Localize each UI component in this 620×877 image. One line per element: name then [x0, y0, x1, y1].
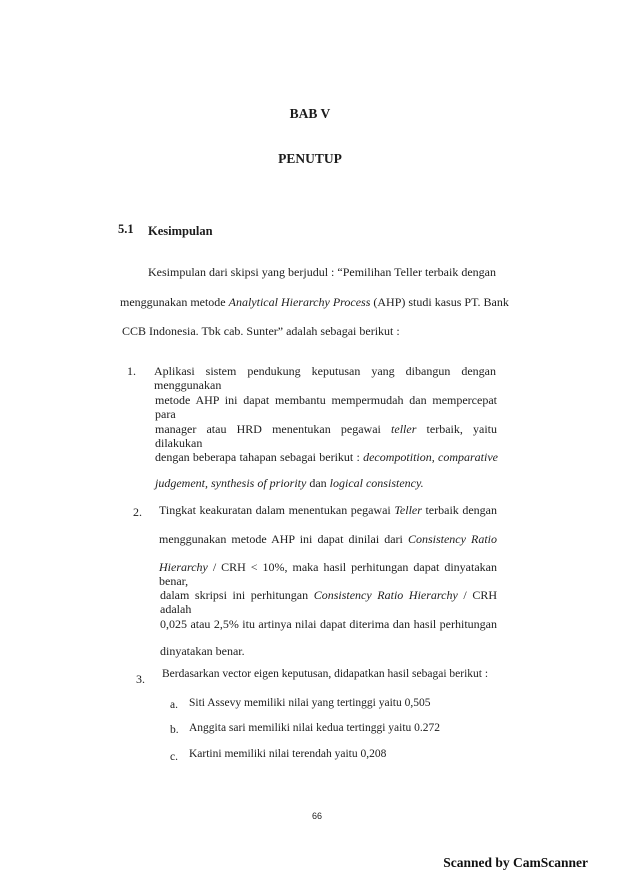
- chapter-heading: BAB V: [289, 106, 331, 121]
- item-2-line-2: menggunakan metode AHP ini dapat dinilai dari Consistency Ratio: [159, 532, 497, 546]
- item-2-line-4: dalam skripsi ini perhitungan Consistency Ratio Hierarchy / CRH adalah: [160, 588, 497, 616]
- subitem-b-label: b.: [170, 724, 179, 736]
- chapter-title: PENUTUP: [278, 151, 342, 166]
- item-1-number: 1.: [127, 364, 136, 378]
- subitem-a-label: a.: [170, 699, 178, 711]
- item-3-line-1: Berdasarkan vector eigen keputusan, didapatkan hasil sebagai berikut :: [162, 668, 489, 680]
- scanner-watermark: Scanned by CamScanner: [443, 855, 588, 870]
- section-title: Kesimpulan: [148, 224, 213, 238]
- item-2-line-5: 0,025 atau 2,5% itu artinya nilai dapat diterima dan hasil perhitungan: [160, 617, 497, 631]
- item-3-number: 3.: [136, 672, 145, 686]
- section-number: 5.1: [118, 222, 134, 236]
- intro-line-2: menggunakan metode Analytical Hierarchy Process (AHP) studi kasus PT. Bank: [120, 295, 509, 309]
- intro-line-1: Kesimpulan dari skipsi yang berjudul : “Pemilihan Teller terbaik dengan: [148, 265, 496, 279]
- item-1-line-1: Aplikasi sistem pendukung keputusan yang dibangun dengan menggunakan: [154, 364, 496, 392]
- subitem-b-text: Anggita sari memiliki nilai kedua tertinggi yaitu 0.272: [189, 722, 441, 734]
- item-1-line-4: dengan beberapa tahapan sebagai berikut : decompotition, comparative: [155, 450, 499, 464]
- item-1-line-2: metode AHP ini dapat membantu mempermudah dan mempercepat para: [155, 393, 497, 421]
- item-2-line-3: Hierarchy / CRH < 10%, maka hasil perhitungan dapat dinyatakan benar,: [159, 560, 497, 588]
- subitem-a-text: Siti Assevy memiliki nilai yang tertinggi yaitu 0,505: [189, 697, 431, 709]
- item-2-number: 2.: [133, 505, 142, 519]
- page-number: 66: [312, 811, 323, 821]
- item-1-line-3: manager atau HRD menentukan pegawai teller terbaik, yaitu dilakukan: [155, 422, 497, 450]
- subitem-c-label: c.: [170, 751, 178, 763]
- item-2-line-1: Tingkat keakuratan dalam menentukan pegawai Teller terbaik dengan: [159, 503, 498, 517]
- item-1-line-5: judgement, synthesis of priority dan logical consistency.: [155, 476, 424, 490]
- subitem-c-text: Kartini memiliki nilai terendah yaitu 0,208: [189, 748, 387, 760]
- item-2-line-6: dinyatakan benar.: [160, 644, 245, 658]
- intro-line-3: CCB Indonesia. Tbk cab. Sunter” adalah sebagai berikut :: [122, 324, 400, 338]
